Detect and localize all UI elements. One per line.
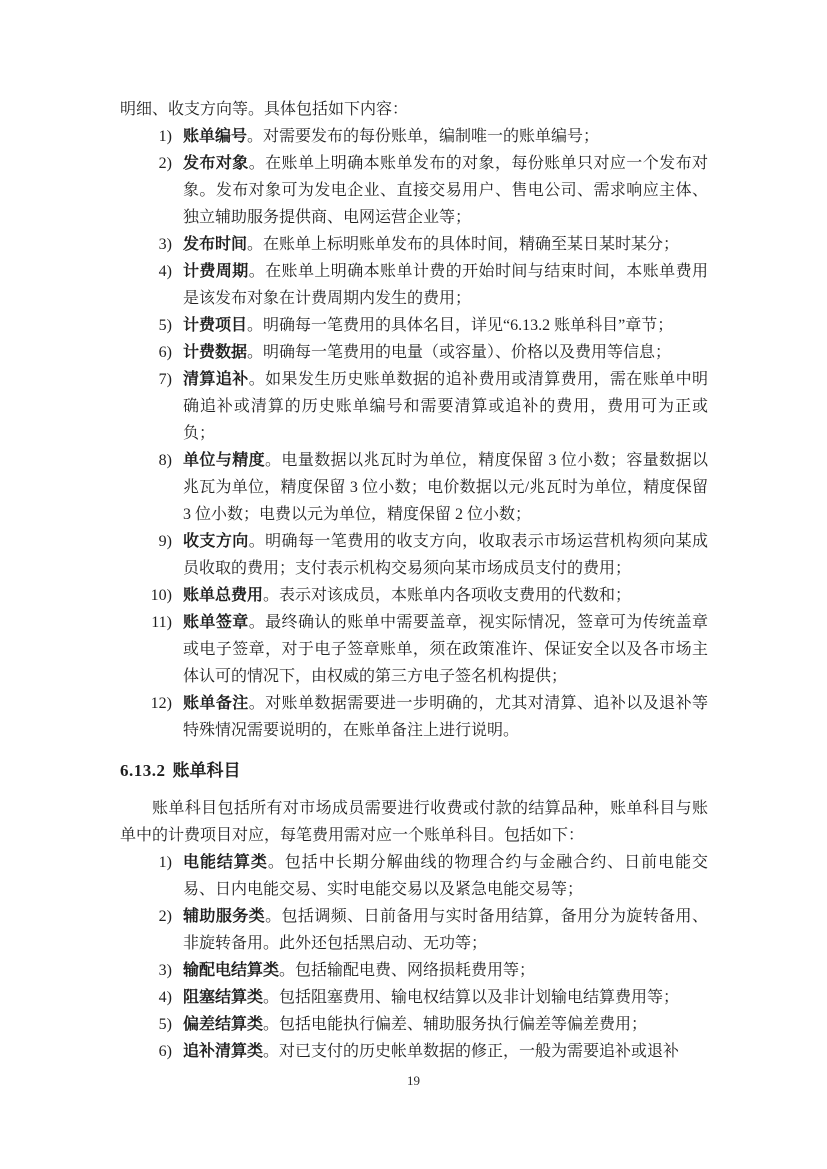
list-item-term: 收支方向 xyxy=(183,533,249,550)
list-item-text: 。包括阻塞费用、输电权结算以及非计划输电结算费用等； xyxy=(263,989,680,1006)
list-item-number: 7) xyxy=(158,371,172,388)
section-heading xyxy=(120,757,708,784)
list-item-term: 计费项目 xyxy=(183,317,248,334)
list-item-number: 3) xyxy=(158,236,172,253)
list-item-term: 辅助服务类 xyxy=(183,908,266,925)
list-item xyxy=(120,957,708,984)
billing-categories-list xyxy=(120,849,708,1065)
list-item-text: 。在账单上明确本账单发布的对象，每份账单只对应一个发布对象。发布对象可为发电企业、直接交易用户、售电公司、需求响应主体、独立辅助服务提供商、电网运营企业等； xyxy=(183,155,708,226)
list-item xyxy=(120,984,708,1011)
list-item-number: 4) xyxy=(158,263,172,280)
list-item-number: 5) xyxy=(158,1016,172,1033)
list-item-text: 。在账单上明确本账单计费的开始时间与结束时间，本账单费用是该发布对象在计费周期内发生的费用； xyxy=(183,263,708,307)
list-item-term: 发布对象 xyxy=(183,155,249,172)
list-item-text: 。电量数据以兆瓦时为单位，精度保留 3 位小数；容量数据以兆瓦为单位，精度保留 3 位小数；电价数据以元/兆瓦时为单位，精度保留 3 位小数；电费以元为单位，精度保留 2 位小数； xyxy=(183,452,708,523)
list-item-text: 。明确每一笔费用的电量（或容量）、价格以及费用等信息； xyxy=(247,344,672,361)
list-item-term: 账单备注 xyxy=(183,695,249,712)
list-item-text: 。对已支付的历史帐单数据的修正，一般为需要追补或退补 xyxy=(263,1043,680,1060)
list-item-term: 账单编号 xyxy=(183,128,248,145)
list-item-text: 。如果发生历史账单数据的追补费用或清算费用，需在账单中明确追补或清算的历史账单编号和需要清算或追补的费用，费用可为正或负； xyxy=(183,371,708,442)
list-item xyxy=(120,609,708,690)
list-item xyxy=(120,339,708,366)
list-item-text: 。包括中长期分解曲线的物理合约与金融合约、日前电能交易、日内电能交易、实时电能交易以及紧急电能交易等； xyxy=(183,854,708,898)
list-item-number: 11) xyxy=(151,614,172,631)
list-item xyxy=(120,849,708,903)
list-item-term: 阻塞结算类 xyxy=(183,989,264,1006)
list-item xyxy=(120,312,708,339)
list-item xyxy=(120,1038,708,1065)
section-title: 账单科目 xyxy=(172,761,241,780)
intro-paragraph: 明细、收支方向等。具体包括如下内容： xyxy=(120,101,409,118)
list-item xyxy=(120,366,708,447)
list-item-number: 12) xyxy=(150,695,172,712)
list-item xyxy=(120,258,708,312)
list-item xyxy=(120,582,708,609)
list-item-text: 。包括电能执行偏差、辅助服务执行偏差等偏差费用； xyxy=(263,1016,648,1033)
list-item-number: 6) xyxy=(158,344,172,361)
list-item-term: 偏差结算类 xyxy=(183,1016,264,1033)
list-item xyxy=(120,903,708,957)
list-item-term: 电能结算类 xyxy=(183,854,268,871)
list-item-number: 8) xyxy=(158,452,172,469)
list-item-number: 6) xyxy=(158,1043,172,1060)
list-item-text: 。明确每一笔费用的收支方向，收取表示市场运营机构须向某成员收取的费用；支付表示机构交易须向某市场成员支付的费用； xyxy=(183,533,708,577)
page-number: 19 xyxy=(407,1073,420,1088)
list-item-number: 2) xyxy=(158,908,172,925)
list-item xyxy=(120,447,708,528)
list-item-term: 账单总费用 xyxy=(183,587,264,604)
document-content xyxy=(120,96,708,1065)
list-item-text: 。表示对该成员，本账单内各项收支费用的代数和； xyxy=(263,587,632,604)
list-item-text: 。最终确认的账单中需要盖章，视实际情况，签章可为传统盖章或电子签章，对于电子签章账单，须在政策准许、保证安全以及各市场主体认可的情况下，由权威的第三方电子签名机构提供； xyxy=(183,614,708,685)
list-item-term: 发布时间 xyxy=(183,236,248,253)
list-item-text: 。明确每一笔费用的具体名目，详见“6.13.2 账单科目”章节； xyxy=(247,317,674,334)
list-item-text: 。对需要发布的每份账单，编制唯一的账单编号； xyxy=(247,128,600,145)
list-item xyxy=(120,690,708,744)
list-item-term: 计费数据 xyxy=(183,344,248,361)
list-item-number: 1) xyxy=(158,128,172,145)
list-item xyxy=(120,231,708,258)
list-item-text: 。在账单上标明账单发布的具体时间，精确至某日某时某分； xyxy=(247,236,680,253)
list-item-number: 4) xyxy=(158,989,172,1006)
list-item-number: 2) xyxy=(158,155,172,172)
list-item-text: 。对账单数据需要进一步明确的，尤其对清算、追补以及退补等特殊情况需要说明的，在账单备注上进行说明。 xyxy=(183,695,708,739)
list-item xyxy=(120,123,708,150)
list-item xyxy=(120,528,708,582)
list-item-number: 1) xyxy=(158,854,172,871)
list-item-number: 10) xyxy=(150,587,172,604)
billing-items-list xyxy=(120,123,708,744)
list-item-term: 计费周期 xyxy=(183,263,249,280)
list-item-term: 输配电结算类 xyxy=(183,962,280,979)
list-item-number: 3) xyxy=(158,962,172,979)
section-number: 6.13.2 xyxy=(120,761,166,780)
list-item-term: 单位与精度 xyxy=(183,452,266,469)
list-item-number: 9) xyxy=(158,533,172,550)
list-item-term: 账单签章 xyxy=(183,614,249,631)
list-item-term: 清算追补 xyxy=(183,371,249,388)
list-item-text: 。包括输配电费、网络损耗费用等； xyxy=(279,962,536,979)
list-item xyxy=(120,1011,708,1038)
list-item-text: 。包括调频、日前备用与实时备用结算，备用分为旋转备用、非旋转备用。此外还包括黑启动、无功等； xyxy=(183,908,708,952)
section-paragraph: 账单科目包括所有对市场成员需要进行收费或付款的结算品种，账单科目与账单中的计费项目对应，每笔费用需对应一个账单科目。包括如下： xyxy=(120,800,708,844)
list-item-number: 5) xyxy=(158,317,172,334)
list-item xyxy=(120,150,708,231)
list-item-term: 追补清算类 xyxy=(183,1043,264,1060)
